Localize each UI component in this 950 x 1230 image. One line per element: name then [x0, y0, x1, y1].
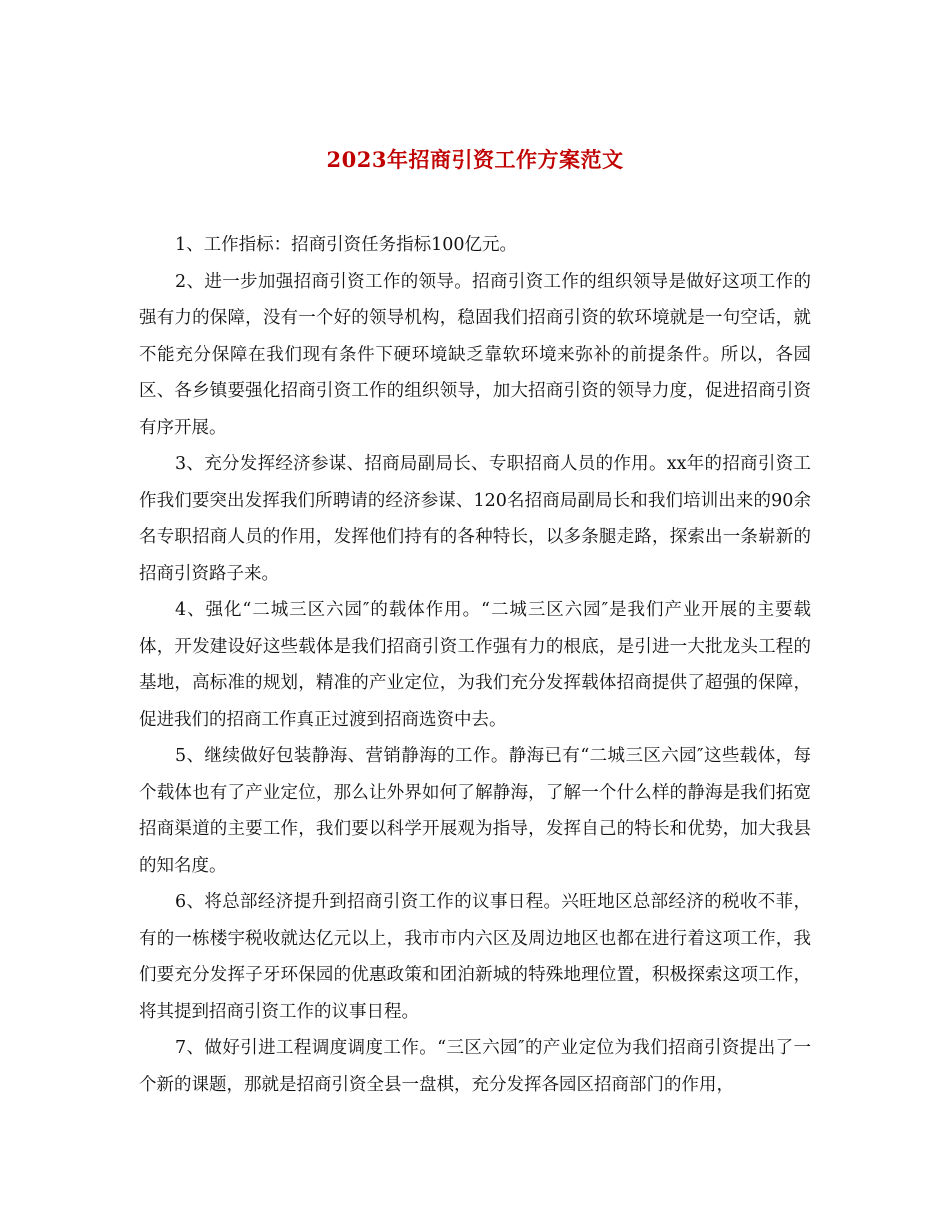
- paragraph-2: 2、进一步加强招商引资工作的领导。招商引资工作的组织领导是做好这项工作的强有力的保障，没有一个好的领导机构，稳固我们招商引资的软环境就是一句空话，就不能充分保障在我们现有条件下硬环境缺乏靠软环境来弥补的前提条件。所以，各园区、各乡镇要强化招商引资工作的组织领导，加大招商引资的领导力度，促进招商引资有序开展。: [139, 271, 811, 438]
- paragraph-7: 7、做好引进工程调度调度工作。“三区六园″的产业定位为我们招商引资提出了一个新的课题，那就是招商引资全县一盘棋，充分发挥各园区招商部门的作用，: [139, 1038, 811, 1095]
- paragraph-5: 5、继续做好包装静海、营销静海的工作。静海已有“二城三区六园″这些载体，每个载体也有了产业定位，那么让外界如何了解静海，了解一个什么样的静海是我们拓宽招商渠道的主要工作，我们要以科学开展观为指导，发挥自己的特长和优势，加大我县的知名度。: [139, 746, 811, 876]
- document-body: [139, 227, 811, 1103]
- document-title: 2023年招商引资工作方案范文: [326, 147, 624, 172]
- paragraph-3: 3、充分发挥经济参谋、招商局副局长、专职招商人员的作用。xx年的招商引资工作我们要突出发挥我们所聘请的经济参谋、120名招商局副局长和我们培训出来的90余名专职招商人员的作用，发挥他们持有的各种特长，以多条腿走路，探索出一条崭新的招商引资路子来。: [139, 454, 811, 584]
- paragraph-6: 6、将总部经济提升到招商引资工作的议事日程。兴旺地区总部经济的税收不菲，有的一栋楼宇税收就达亿元以上，我市市内六区及周边地区也都在进行着这项工作，我们要充分发挥子牙环保园的优惠政策和团泊新城的特殊地理位置，积极探索这项工作，将其提到招商引资工作的议事日程。: [139, 892, 811, 1022]
- paragraph-1: 1、工作指标：招商引资任务指标100亿元。: [175, 235, 518, 255]
- paragraph-4: 4、强化“二城三区六园″的载体作用。“二城三区六园″是我们产业开展的主要载体，开发建设好这些载体是我们招商引资工作强有力的根底，是引进一大批龙头工程的基地，高标准的规划，精准的产业定位，为我们充分发挥载体招商提供了超强的保障，促进我们的招商工作真正过渡到招商选资中去。: [139, 600, 811, 730]
